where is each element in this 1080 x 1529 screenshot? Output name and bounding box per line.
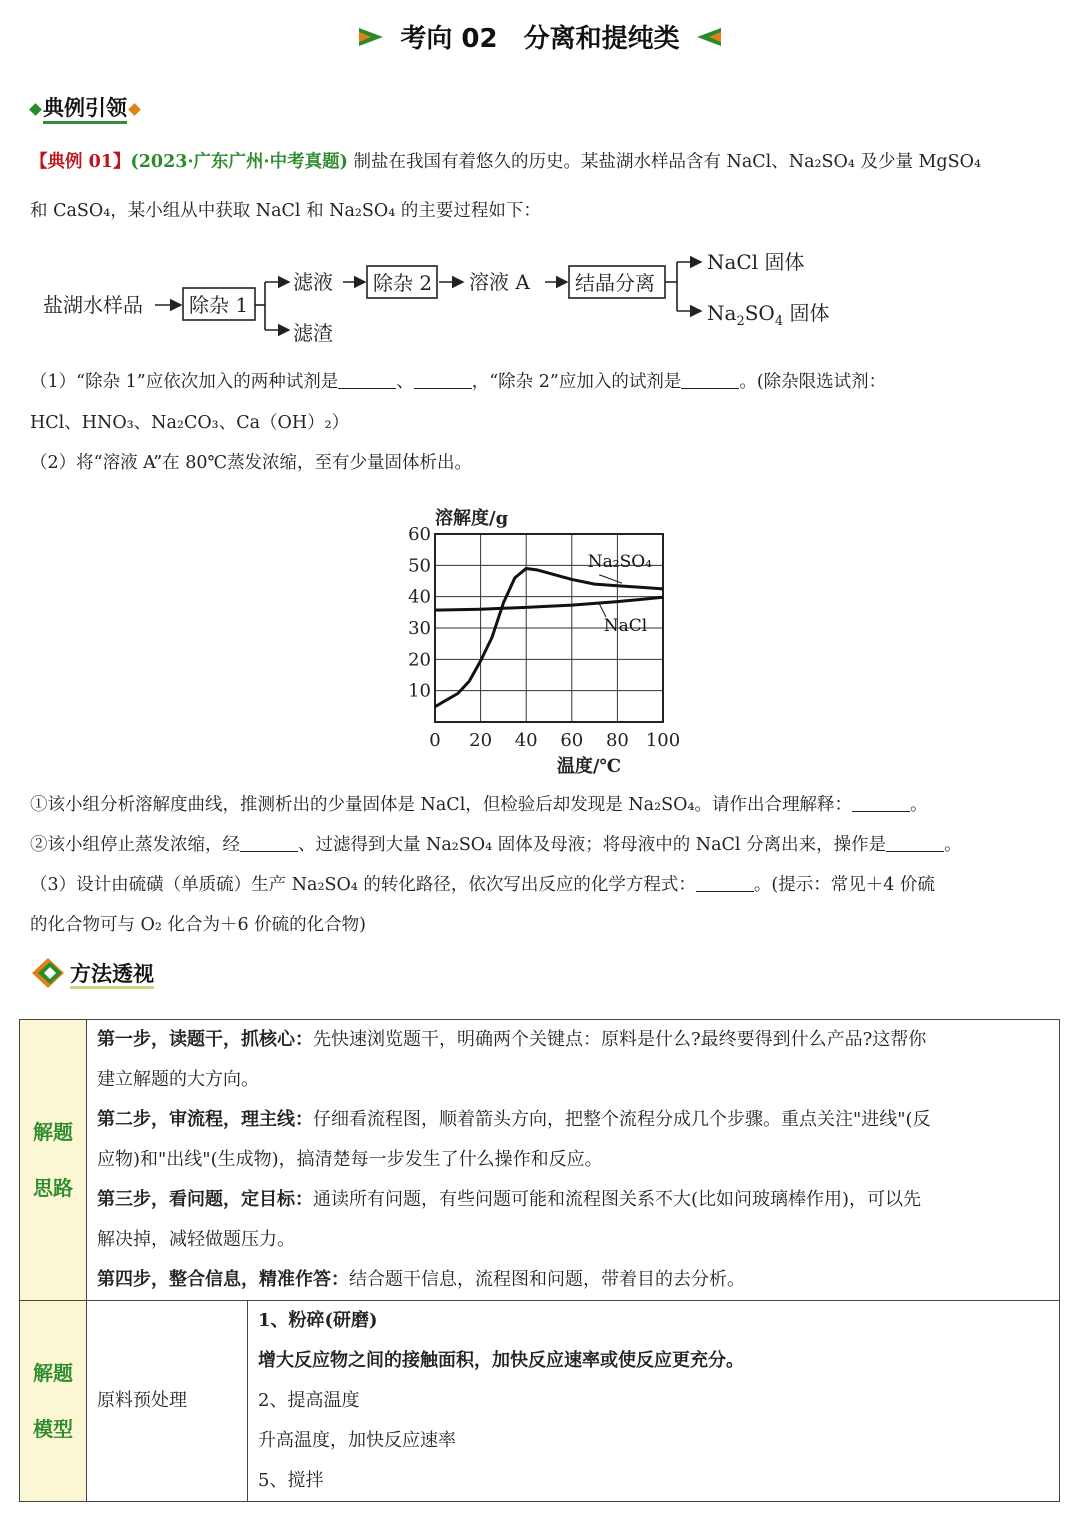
x-tick-label: 80 bbox=[605, 730, 629, 751]
step-4: 第四步，整合信息，精准作答：结合题干信息，流程图和问题，带着目的去分析。 bbox=[97, 1269, 745, 1290]
flow-output-nacl: NaCl 固体 bbox=[707, 250, 805, 274]
page-title bbox=[0, 18, 1080, 55]
x-tick-label: 20 bbox=[469, 730, 493, 751]
row-label-approach: 解题 思路 bbox=[20, 1020, 87, 1301]
y-tick-label: 50 bbox=[408, 555, 431, 577]
section-label: 方法透视 bbox=[70, 962, 154, 989]
flow-step1: 除杂 1 bbox=[189, 293, 249, 317]
question-2-sub2: ②该小组停止蒸发浓缩，经 、过滤得到大量 Na₂SO₄ 固体及母液；将母液中的 NaCl 分离出来，操作是 。 bbox=[30, 835, 962, 855]
section-heading-examples bbox=[28, 92, 142, 122]
flow-solution-a: 溶液 A bbox=[469, 270, 530, 294]
series-label-nacl: NaCl bbox=[603, 616, 648, 637]
series-line-nacl bbox=[435, 597, 663, 610]
x-tick-label: 0 bbox=[429, 730, 441, 751]
example-text: 制盐在我国有着悠久的历史。某盐湖水样品含有 NaCl、Na₂SO₄ 及少量 MgSO₄ bbox=[353, 152, 981, 172]
answer-blank[interactable] bbox=[681, 370, 739, 389]
y-tick-label: 30 bbox=[408, 618, 431, 639]
section-heading-methods bbox=[30, 956, 154, 990]
answer-blank[interactable] bbox=[852, 793, 910, 812]
question-2-sub1: ①该小组分析溶解度曲线，推测析出的少量固体是 NaCl，但检验后却发现是 Na₂SO₄。请作出合理解释： 。 bbox=[30, 795, 928, 815]
approach-steps: 第一步，读题干，抓核心：先快速浏览题干，明确两个关键点：原料是什么?最终要得到什么产品?这帮你 建立解题的大方向。 第二步，审流程，理主线：仔细看流程图，顺着箭头方向，把整个流程分成几个步骤。重点关注"进线"(反 应物)和"出线"(生成物)，搞清楚每一步发生了什么操作和反应。 第三步，看问题，定目标：通读所有问题，有些问题可能和流程图关系不大(比如问玻璃棒作用)，可以先 解决掉，减轻做题压力。 第四步，整合信息，精准作答：结合题干信息，流程图和问题，带着目的去分析。 bbox=[87, 1020, 1060, 1301]
answer-blank[interactable] bbox=[338, 370, 396, 389]
row-label-model: 解题 模型 bbox=[20, 1301, 87, 1502]
example-intro-line2: 和 CaSO₄，某小组从中获取 NaCl 和 Na₂SO₄ 的主要过程如下： bbox=[30, 201, 541, 221]
title-text: 考向 02 分离和提纯类 bbox=[400, 24, 680, 54]
flow-output-na2so4: $Na_2SO_4$ 固体 bbox=[707, 301, 830, 329]
flow-residue: 滤渣 bbox=[293, 321, 333, 345]
y-tick-label: 10 bbox=[408, 680, 431, 702]
arrow-left-icon bbox=[695, 26, 723, 48]
x-tick-label: 60 bbox=[560, 730, 584, 751]
step-1: 第一步，读题干，抓核心：先快速浏览题干，明确两个关键点：原料是什么?最终要得到什么产品?这帮你 bbox=[97, 1029, 927, 1050]
flow-filtrate: 滤液 bbox=[293, 270, 333, 294]
solubility-chart bbox=[395, 500, 695, 780]
arrow-right-icon bbox=[357, 26, 385, 48]
diamond-icon bbox=[128, 103, 141, 116]
example-intro-line1 bbox=[30, 150, 1060, 174]
x-axis-label: 温度/℃ bbox=[556, 756, 622, 777]
method-table bbox=[19, 1019, 1060, 1502]
y-tick-label: 40 bbox=[408, 586, 431, 608]
leader-line-nacl bbox=[599, 604, 606, 617]
x-tick-label: 100 bbox=[645, 730, 681, 751]
question-2: （2）将“溶液 A”在 80℃蒸发浓缩，至有少量固体析出。 bbox=[30, 453, 473, 473]
question-3-line1: （3）设计由硫磺（单质硫）生产 Na₂SO₄ 的转化路径，依次写出反应的化学方程式： 。(提示：常见＋4 价硫 bbox=[30, 875, 935, 895]
answer-blank[interactable] bbox=[696, 873, 754, 892]
leader-line-na2so4 bbox=[599, 575, 622, 583]
process-flow-diagram bbox=[35, 245, 855, 355]
example-tag: 【典例 01】 bbox=[30, 152, 131, 172]
flow-step3: 结晶分离 bbox=[575, 271, 655, 295]
x-tick-label: 40 bbox=[514, 730, 538, 751]
step-3: 第三步，看问题，定目标：通读所有问题，有些问题可能和流程图关系不大(比如问玻璃棒作用)，可以先 bbox=[97, 1189, 922, 1210]
question-3-line2: 的化合物可与 O₂ 化合为＋6 价硫的化合物) bbox=[30, 915, 367, 935]
flow-step2: 除杂 2 bbox=[373, 271, 433, 295]
pretreatment-label: 原料预处理 bbox=[87, 1301, 248, 1502]
section-label: 典例引领 bbox=[43, 96, 127, 124]
answer-blank[interactable] bbox=[886, 833, 944, 852]
y-axis-label: 溶解度/g bbox=[435, 508, 509, 529]
question-1-line2: HCl、HNO₃、Na₂CO₃、Ca（OH）₂） bbox=[30, 413, 350, 433]
flow-start: 盐湖水样品 bbox=[43, 293, 143, 317]
question-1-line1: （1）“除杂 1”应依次加入的两种试剂是 、 ，“除杂 2”应加入的试剂是 。(除杂限选试剂： bbox=[30, 372, 887, 392]
series-line-na2so4 bbox=[435, 568, 663, 706]
series-label-na2so4: Na₂SO₄ bbox=[587, 551, 652, 572]
example-source: (2023·广东广州·中考真题) bbox=[130, 152, 348, 172]
diamond-icon bbox=[29, 103, 42, 116]
y-tick-label: 60 bbox=[408, 524, 431, 545]
answer-blank[interactable] bbox=[414, 370, 472, 389]
pretreatment-items: 1、粉碎(研磨) 增大反应物之间的接触面积，加快反应速率或使反应更充分。 2、提高温度 升高温度，加快反应速率 5、搅拌 bbox=[248, 1301, 1060, 1502]
answer-blank[interactable] bbox=[240, 833, 298, 852]
y-tick-label: 20 bbox=[408, 649, 431, 671]
diamond-badge-icon bbox=[30, 956, 70, 990]
step-2: 第二步，审流程，理主线：仔细看流程图，顺着箭头方向，把整个流程分成几个步骤。重点关注"进线"(反 bbox=[97, 1109, 931, 1130]
